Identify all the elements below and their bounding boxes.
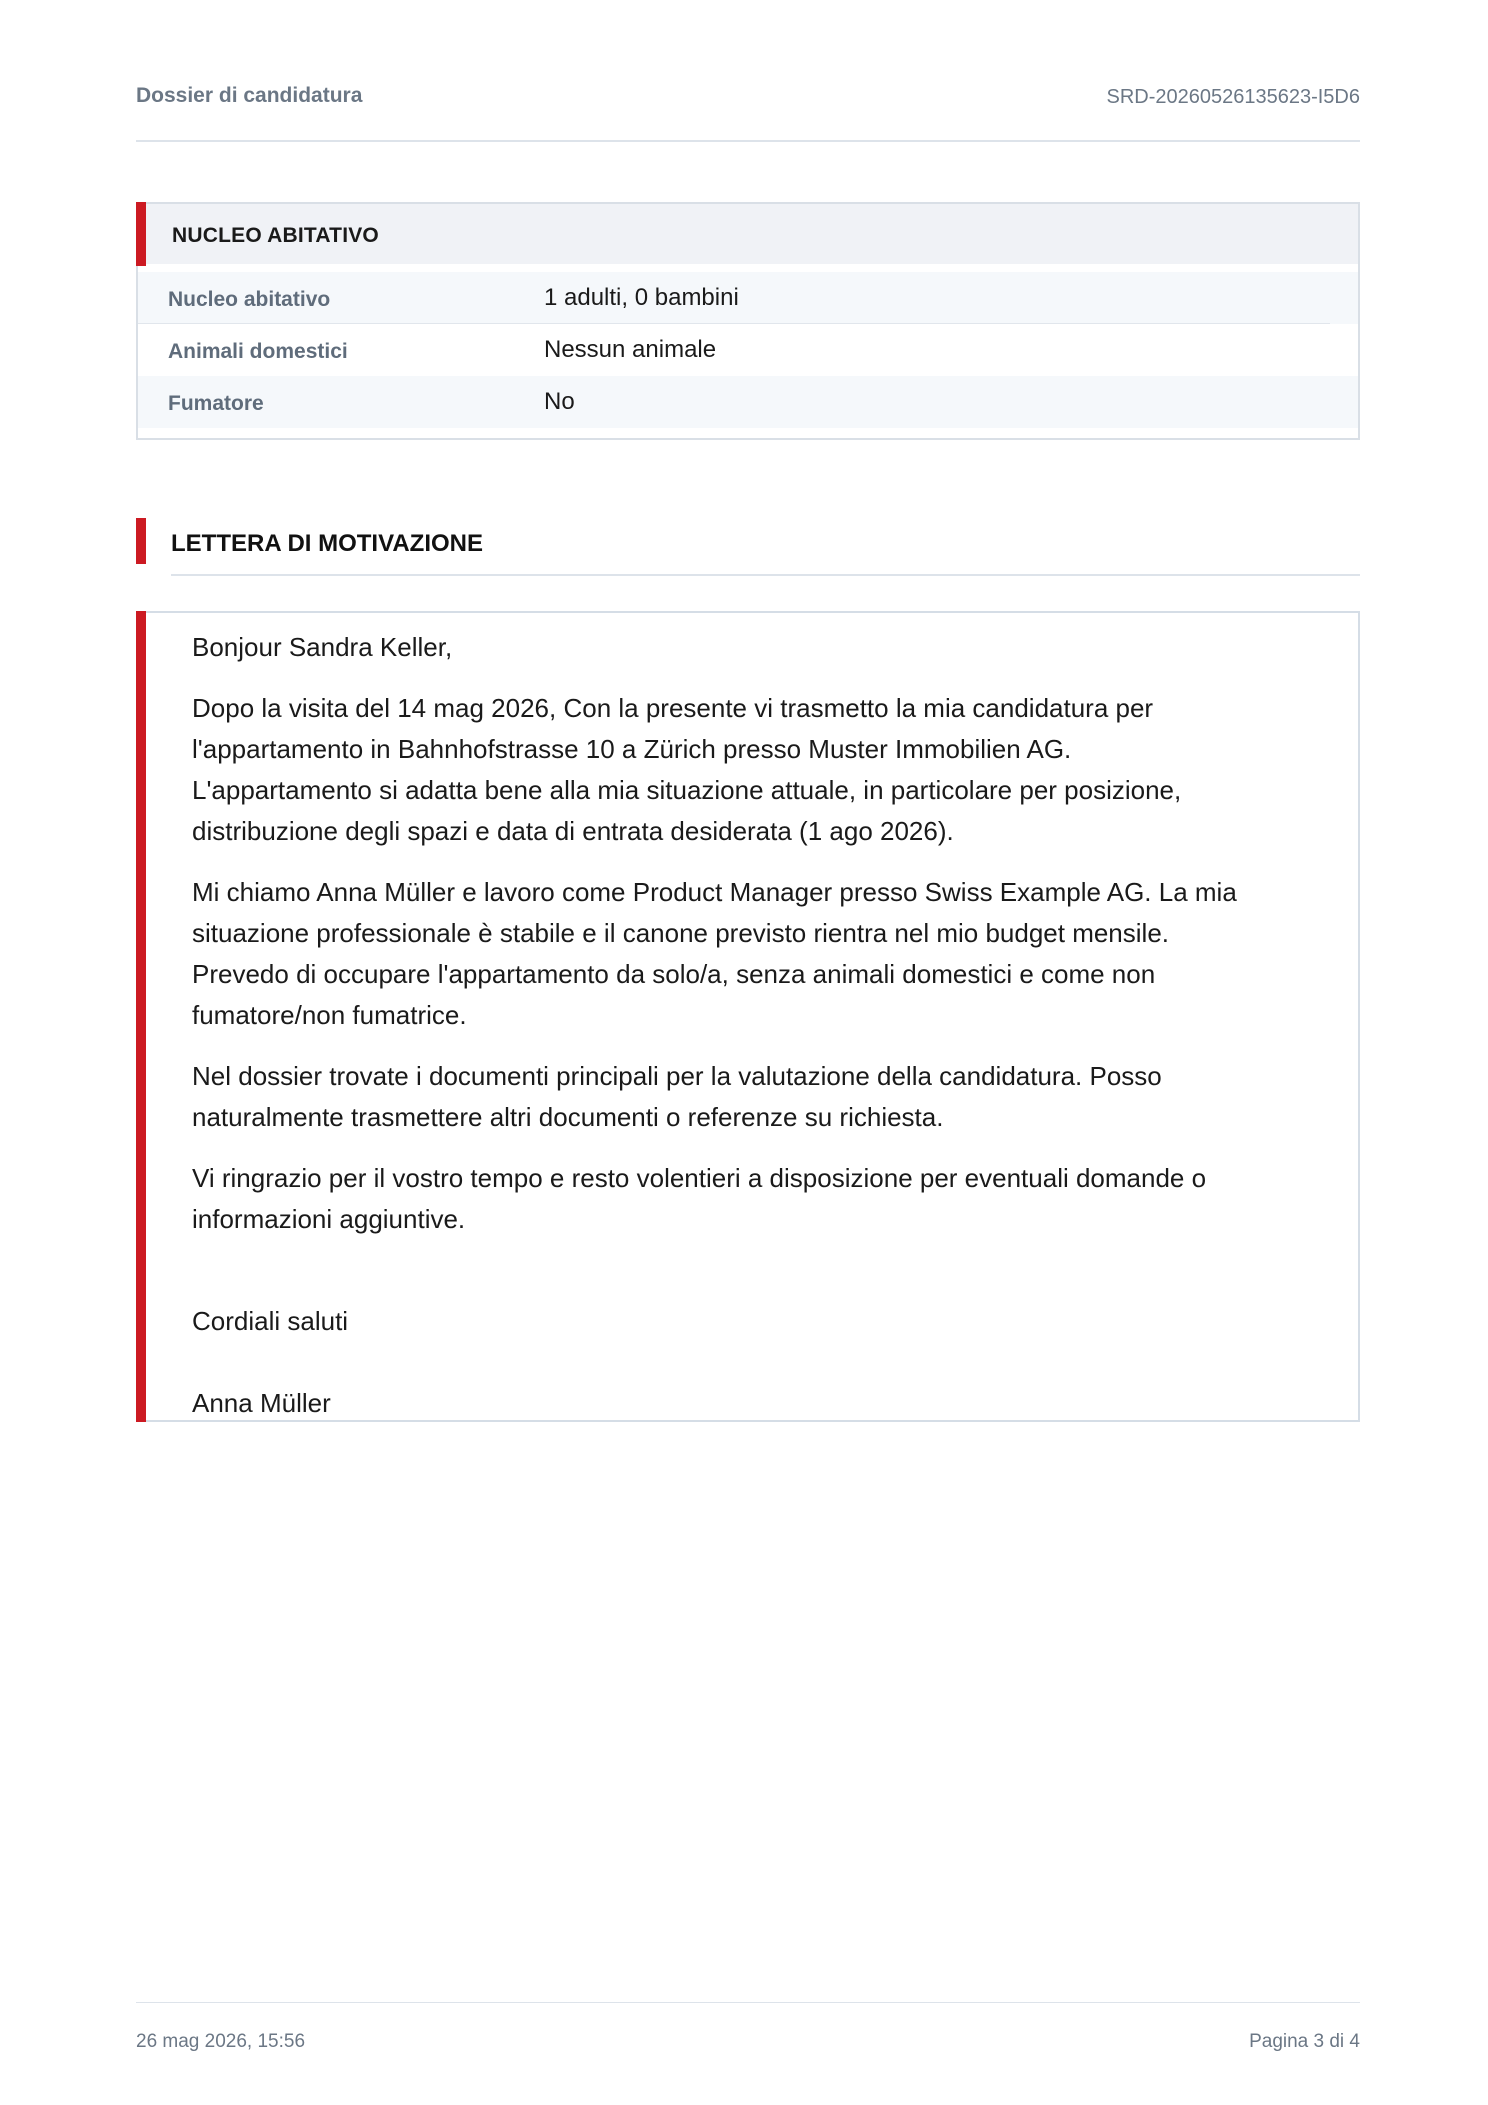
- letter-sign-off: [192, 1260, 1312, 1424]
- letter-paragraph: Dopo la visita del 14 mag 2026, Con la presente vi trasmetto la mia candidatura per l'appartamento in Bahnhofstrasse 10 a Zürich presso Muster Immobilien AG. L'appartamento si adatta bene alla mia situazione attuale, in particolare per posizione, distribuzione degli spazi e data di entrata desiderata (1 ago 2026).: [192, 693, 1182, 846]
- household-row: [138, 272, 1358, 324]
- row-label: Animali domestici: [168, 340, 348, 363]
- motivation-letter: [136, 611, 1360, 1422]
- row-label: Fumatore: [168, 392, 264, 415]
- letter-body: [192, 627, 1312, 1424]
- page-footer: [136, 2002, 1360, 2052]
- document-title: Dossier di candidatura: [136, 84, 363, 107]
- accent-bar: [136, 518, 146, 564]
- heading-underline: [171, 574, 1360, 576]
- letter-paragraph: Mi chiamo Anna Müller e lavoro come Product Manager presso Swiss Example AG. La mia situazione professionale è stabile e il canone previsto rientra nel mio budget mensile. Prevedo di occupare l'appartamento da solo/a, senza animali domestici e come non fumatore/non fumatrice.: [192, 877, 1237, 1030]
- accent-bar: [136, 202, 146, 266]
- page-header: [136, 84, 1360, 142]
- letter-section-heading: [136, 518, 1360, 576]
- document-reference: SRD-20260526135623-I5D6: [1106, 86, 1360, 108]
- letter-section-title: LETTERA DI MOTIVAZIONE: [171, 530, 483, 557]
- footer-date: 26 mag 2026, 15:56: [136, 2031, 306, 2052]
- letter-greeting: Bonjour Sandra Keller,: [192, 632, 453, 662]
- row-value: Nessun animale: [544, 336, 717, 363]
- household-row: [138, 376, 1358, 428]
- household-section: [136, 202, 1360, 440]
- row-value: 1 adulti, 0 bambini: [544, 284, 739, 311]
- page-number: Pagina 3 di 4: [1249, 2031, 1360, 2052]
- row-label: Nucleo abitativo: [168, 288, 331, 311]
- household-section-title: NUCLEO ABITATIVO: [172, 224, 379, 247]
- household-row: [138, 324, 1358, 376]
- household-section-header: [138, 204, 1358, 264]
- accent-bar: [136, 611, 146, 1422]
- letter-paragraph: Nel dossier trovate i documenti principali per la valutazione della candidatura. Posso naturalmente trasmettere altri documenti o referenze su richiesta.: [192, 1061, 1162, 1132]
- letter-signature: Anna Müller: [192, 1388, 331, 1418]
- letter-closing: Cordiali saluti: [192, 1306, 349, 1336]
- letter-paragraph: Vi ringrazio per il vostro tempo e resto volentieri a disposizione per eventuali domande o informazioni aggiuntive.: [192, 1163, 1207, 1234]
- row-value: No: [544, 388, 575, 415]
